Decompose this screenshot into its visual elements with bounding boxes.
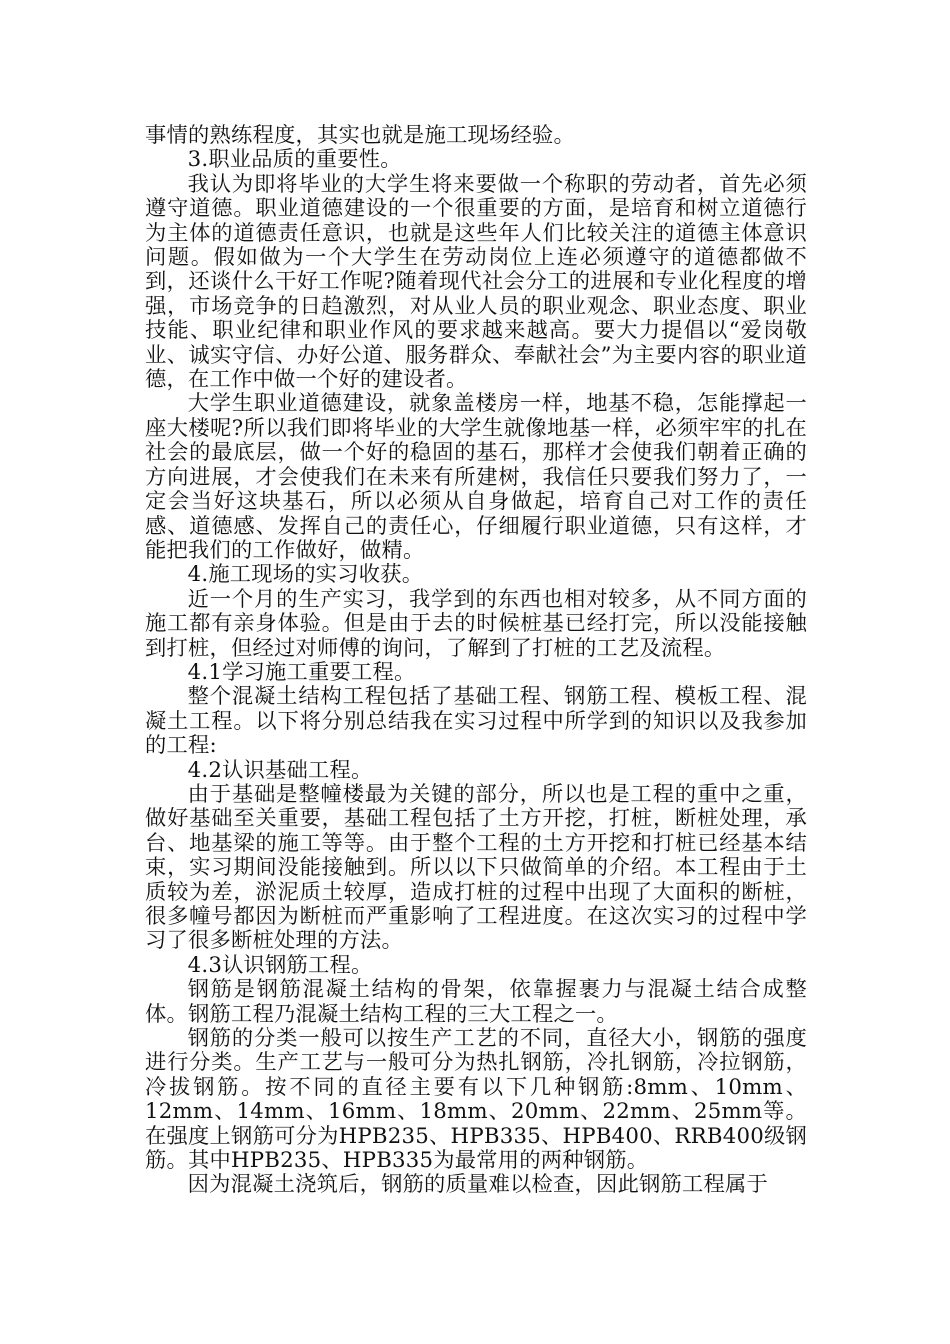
paragraph-foundation-works: 由于基础是整幢楼最为关键的部分，所以也是工程的重中之重，做好基础至关重要，基础工程包括了土方开挖，打桩，断桩处理，承台、地基梁的施工等等。由于整个工程的土方开挖和打桩已经基本结束，实习期间没能接触到。所以以下只做简单的介绍。本工程由于土质较为差，淤泥质土较厚，造成打桩的过程中出现了大面积的断桩，很多幢号都因为断桩而严重影响了工程进度。在这次实习的过程中学习了很多断桩处理的方法。 [145,781,807,954]
heading-4-3-rebar: 4.3认识钢筋工程。 [187,952,373,978]
paragraph-professional-ethics: 我认为即将毕业的大学生将来要做一个称职的劳动者，首先必须遵守道德。职业道德建设的一个很重要的方面，是培育和树立道德行为主体的道德责任意识，也就是这些年人们比较关注的道德主体意识问题。假如做为一个大学生在劳动岗位上连必须遵守的道德都做不到，还谈什么干好工作呢?随着现代社会分工的进展和专业化程度的增强，市场竞争的日趋激烈，对从业人员的职业观念、职业态度、职业技能、职业纪律和职业作风的要求越来越高。要大力提倡以“爱岗敬业、诚实守信、办好公道、服务群众、奉献社会”为主要内容的职业道德，在工作中做一个好的建设者。 [145,171,807,393]
heading-4-2-foundation: 4.2认识基础工程。 [187,757,373,783]
paragraph-rebar-classification: 钢筋的分类一般可以按生产工艺的不同，直径大小，钢筋的强度进行分类。生产工艺与一般可分为热扎钢筋，冷扎钢筋，冷拉钢筋，冷拔钢筋。按不同的直径主要有以下几种钢筋:8mm、10mm、12mm、14mm、16mm、18mm、20mm、22mm、25mm等。在强度上钢筋可分为HPB235、HPB335、HPB400、RRB400级钢筋。其中HPB235、HPB335为最常用的两种钢筋。 [145,1026,807,1174]
heading-4-1-study-works: 4.1学习施工重要工程。 [187,659,416,685]
document-page [145,124,807,1198]
paragraph-internship-month: 近一个月的生产实习，我学到的东西也相对较多，从不同方面的施工都有亲身体验。但是由于去的时候桩基已经打完，所以没能接触到打桩，但经过对师傅的询问，了解到了打桩的工艺及流程。 [145,586,807,661]
heading-3-professional-quality: 3.职业品质的重要性。 [187,147,402,173]
heading-4-site-harvest: 4.施工现场的实习收获。 [187,562,424,588]
paragraph-rebar-skeleton: 钢筋是钢筋混凝土结构的骨架，依靠握裹力与混凝土结合成整体。钢筋工程乃混凝土结构工程的三大工程之一。 [145,977,807,1027]
paragraph-foundation-stone: 大学生职业道德建设，就象盖楼房一样，地基不稳，怎能撑起一座大楼呢?所以我们即将毕业的大学生就像地基一样，必须牢牢的扎在社会的最底层，做一个好的稳固的基石，那样才会使我们朝着正确的方向进展，才会使我们在未来有所建树，我信任只要我们努力了，一定会当好这块基石，所以必须从自身做起，培育自己对工作的责任感、道德感、发挥自己的责任心，仔细履行职业道德，只有这样，才能把我们的工作做好，做精。 [145,391,807,563]
paragraph-rebar-quality: 因为混凝土浇筑后，钢筋的质量难以检查，因此钢筋工程属于 [187,1172,769,1198]
paragraph-concrete-structure: 整个混凝土结构工程包括了基础工程、钢筋工程、模板工程、混凝土工程。以下将分别总结我在实习过程中所学到的知识以及我参加的工程: [145,684,807,759]
paragraph-1: 事情的熟练程度，其实也就是施工现场经验。 [145,123,575,148]
